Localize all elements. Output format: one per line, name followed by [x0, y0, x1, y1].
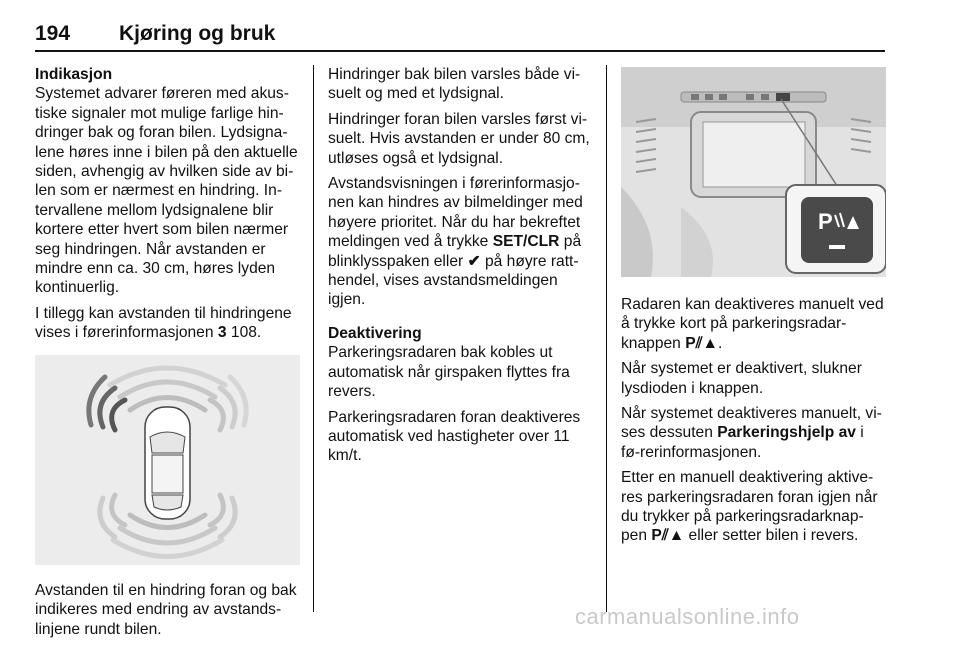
paragraph [621, 295, 886, 353]
paragraph: Hindringer bak bilen varsles både vi-suelt og med et lydsignal. [328, 66, 581, 103]
paragraph: Systemet advarer føreren med akus-tiske signaler mot mulige farlige hin-dringer bak og foran bilen. Lydsigna-lene høres inne i bilen på den aktuelle siden, avhengig av hvilken side av bi-len som er nærmest en hindring. In-tervallene mellom lydsignalene blir kortere etter hvert som bilen nærmer seg hindringen. Når avstanden er mindre enn ca. 30 cm, høres lyden kontinuerlig. [35, 85, 298, 297]
paragraph [621, 404, 886, 462]
page-reference[interactable]: 108. [230, 324, 262, 342]
paragraph [35, 304, 300, 343]
paragraph: Hindringer foran bilen varsles først vi-suelt. Hvis avstanden er under 80 cm, utløses også et lydsignal. [328, 110, 590, 167]
text: I tillegg kan avstanden til hindringene vises i førerinformasjonen [35, 304, 292, 342]
text: på høyre ratt-hendel, vises avstandsmeldingen igjen. [328, 252, 579, 309]
text: . [717, 334, 723, 352]
parking-radar-illustration [35, 355, 300, 565]
set-clr-label: SET/CLR [492, 233, 560, 251]
watermark: carmanualsonline.info [575, 604, 800, 629]
paragraph: Når systemet er deaktivert, slukner lysdioden i knappen. [621, 360, 862, 397]
text: eller setter bilen i revers. [688, 527, 859, 545]
dashboard-button-illustration [621, 67, 886, 277]
paragraph: Parkeringsradaren foran deaktiveres automatisk ved hastigheter over 11 km/t. [328, 408, 581, 465]
page-number: 194 [35, 22, 71, 45]
paragraph [621, 468, 886, 546]
section-heading-deaktivering: Deaktivering [328, 324, 422, 342]
chapter-title: Kjøring og bruk [119, 22, 276, 45]
text: Avstandsvisningen i førerinformasjo-nen kan hindres av bilmeldinger med høyere prioritet. Når du har bekreftet meldingen ved å trykke [328, 175, 583, 251]
text: Når systemet deaktiveres manuelt, vi-ses dessuten [621, 405, 882, 442]
text: på blinklysspaken eller [328, 233, 582, 270]
parkeringshjelp-av-label: Parkeringshjelp av [717, 424, 856, 442]
text: i fø-rerinformasjonen. [621, 424, 864, 461]
figure-caption: Avstanden til en hindring foran og bak indikeres med endring av avstands-linjene rundt bilen. [35, 581, 297, 638]
column-1 [35, 65, 300, 645]
park-assist-button-label: P [818, 209, 833, 234]
checkmark-icon: ✔ [467, 252, 481, 270]
page-reference-icon: 3 [217, 324, 227, 342]
column-divider-1 [313, 65, 314, 612]
paragraph [328, 174, 593, 310]
section-heading-indikasjon: Indikasjon [35, 66, 113, 83]
column-3 [621, 65, 886, 552]
text: Radaren kan deaktiveres manuelt ved å trykke kort på parkeringsradar-knappen [621, 296, 884, 352]
column-2 [328, 65, 593, 472]
park-assist-icon: P⫽▲ [685, 334, 718, 352]
park-assist-icon: P⫽▲ [651, 527, 685, 545]
text: Etter en manuell deaktivering aktive-res parkeringsradaren foran igjen når du trykker på parkeringsradarknap-pen [621, 469, 878, 545]
paragraph: Parkeringsradaren bak kobles ut automatisk når girspaken flyttes fra revers. [328, 344, 570, 401]
column-divider-2 [606, 65, 607, 612]
page-header [35, 8, 885, 52]
